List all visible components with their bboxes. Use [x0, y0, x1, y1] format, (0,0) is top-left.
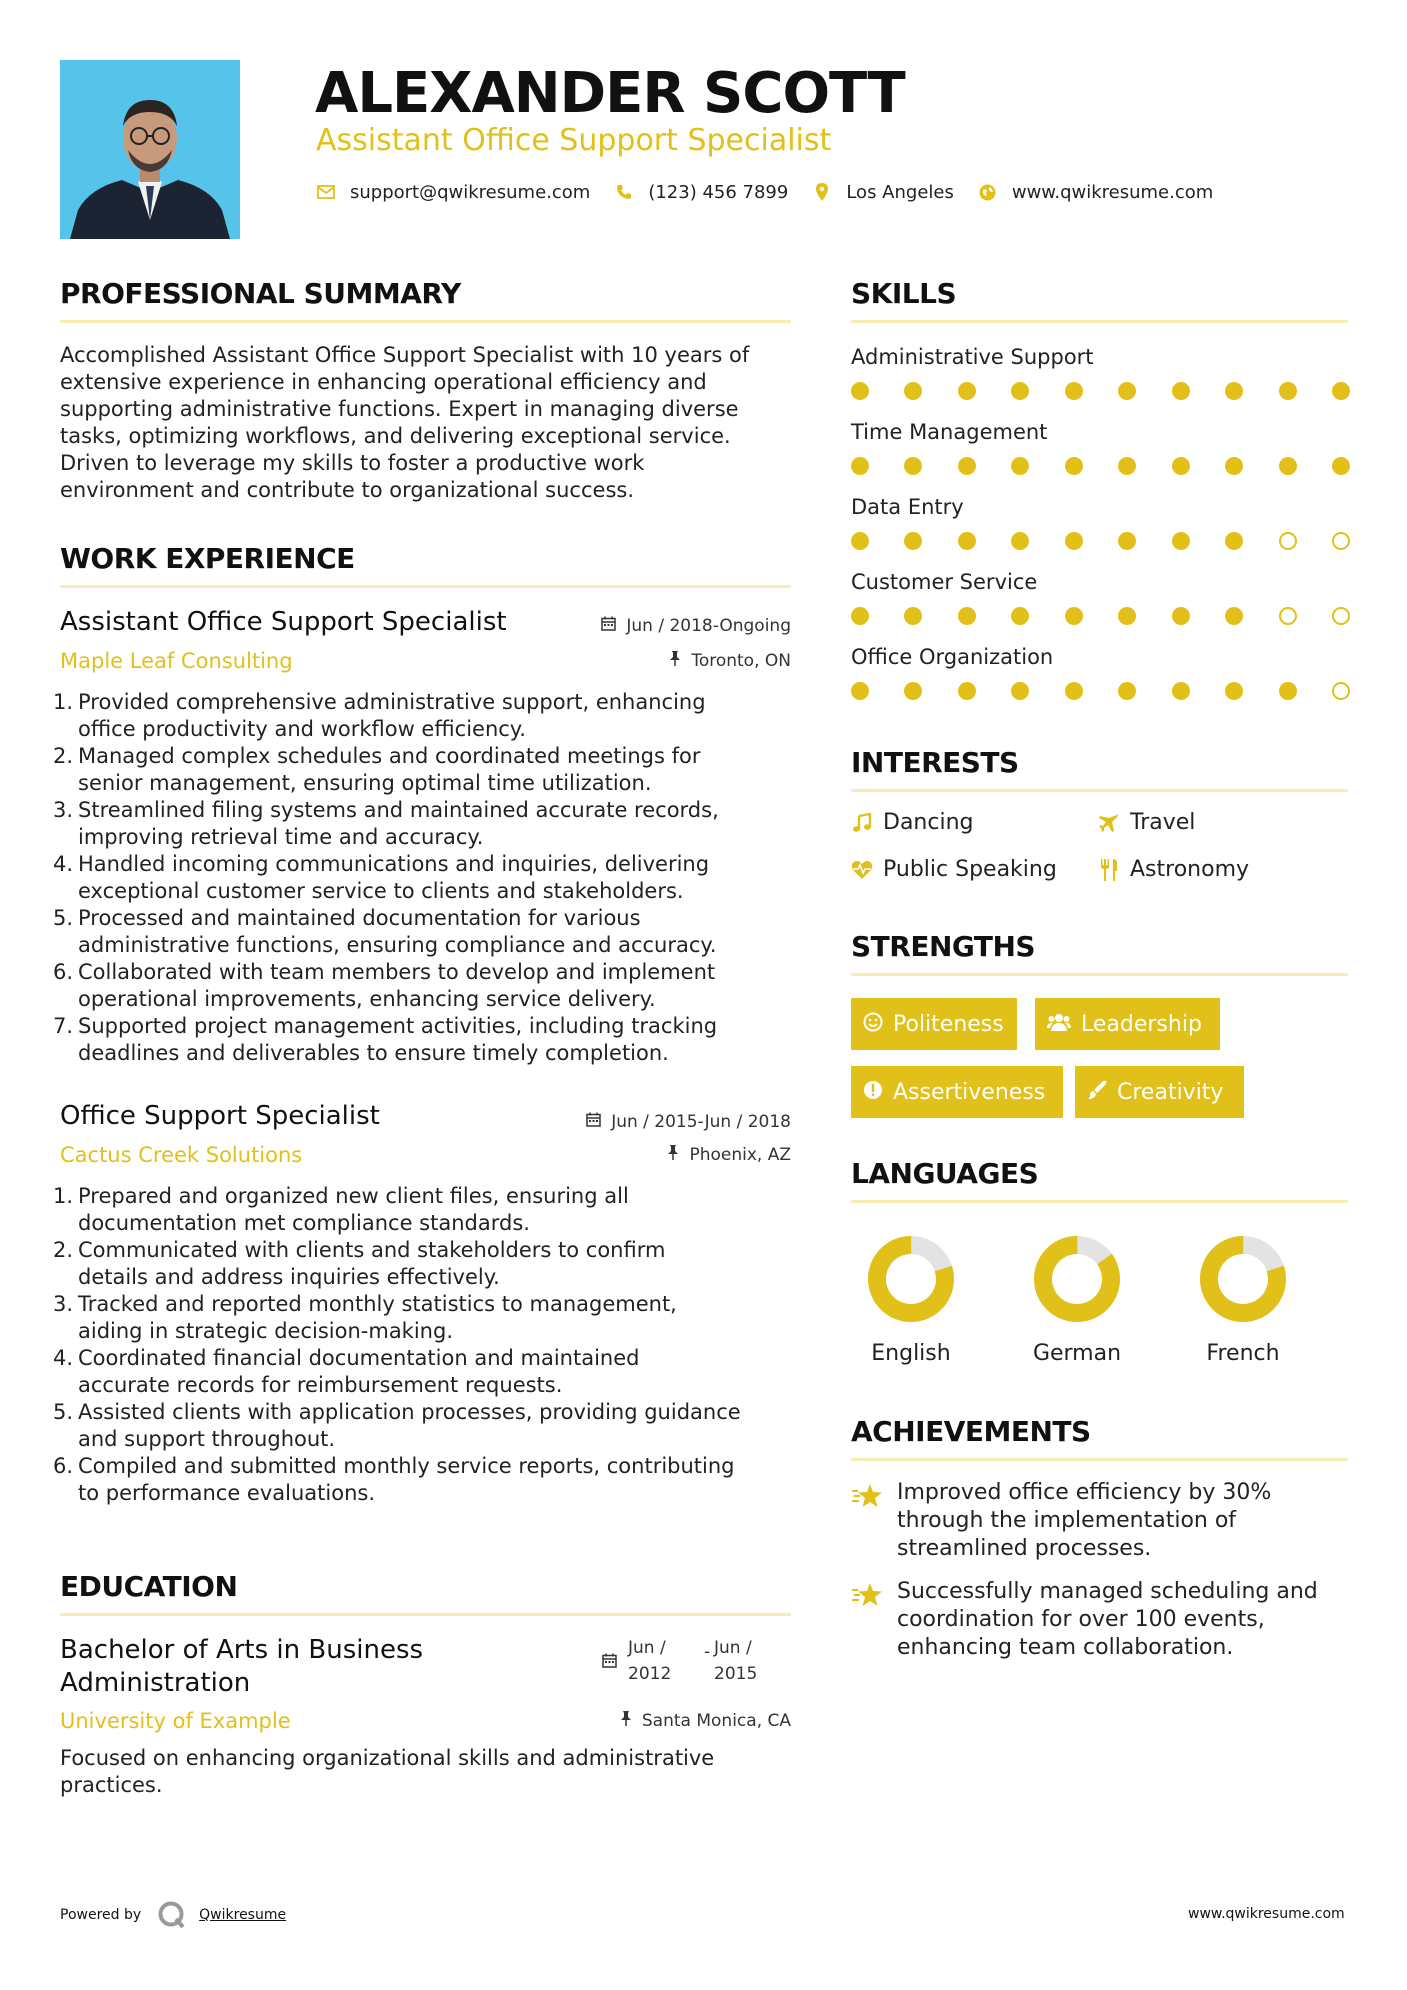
summary-line: tasks, optimizing workflows, and delivering exceptional service. [60, 424, 731, 448]
skill-dot-filled [1225, 532, 1243, 550]
interest-item [851, 809, 973, 837]
skill-dot-filled [958, 682, 976, 700]
contact-phone[interactable] [614, 182, 788, 203]
skill-dot-filled [1172, 457, 1190, 475]
skill-dot-filled [1065, 532, 1083, 550]
skill-rating [851, 531, 1350, 551]
skill-dot-filled [904, 682, 922, 700]
strengths-divider [851, 973, 1348, 976]
skill-dot-filled [1172, 532, 1190, 550]
summary-line: Accomplished Assistant Office Support Specialist with 10 years of [60, 343, 750, 367]
contact-location [812, 182, 954, 203]
skill-dot-filled [1172, 607, 1190, 625]
skill-dot-filled [958, 382, 976, 400]
skills-divider [851, 320, 1348, 323]
list-item: 5. Assisted clients with application processes, providing guidance and support throughout. [53, 1400, 741, 1451]
phone-text: (123) 456 7899 [648, 181, 789, 203]
list-item: 3. Streamlined filing systems and maintained accurate records, improving retrieval time and accuracy. [53, 798, 719, 849]
interests-heading: INTERESTS [851, 746, 1019, 779]
skill-dot-filled [1172, 682, 1190, 700]
job-bullets [53, 1183, 800, 1507]
interest-item [1098, 809, 1195, 837]
job-date-text: Jun / 2018-Ongoing [626, 616, 791, 636]
pushpin-icon [667, 1144, 679, 1166]
skill-rating [851, 606, 1350, 626]
skill-dot-filled [958, 532, 976, 550]
list-item: 6. Collaborated with team members to develop and implement operational improvements, enhancing service delivery. [53, 960, 716, 1011]
skills-heading: SKILLS [851, 277, 957, 310]
language-name: German [1032, 1341, 1122, 1366]
education-desc-line: Focused on enhancing organizational skills and administrative [60, 1746, 715, 1770]
achievement-line: streamlined processes. [897, 1536, 1152, 1561]
skill-dot-filled [851, 682, 869, 700]
smile-icon [863, 1012, 883, 1037]
job-date [601, 615, 791, 637]
skill-dot-filled [1065, 382, 1083, 400]
envelope-icon [316, 185, 336, 199]
skill-dot-filled [1011, 457, 1029, 475]
skill-dot-filled [1065, 607, 1083, 625]
skill-dot-filled [1225, 607, 1243, 625]
skill-dot-empty [1279, 532, 1297, 550]
skill-dot-filled [1011, 532, 1029, 550]
profile-photo [60, 60, 240, 239]
school-location [620, 1710, 791, 1732]
candidate-name: ALEXANDER SCOTT [315, 61, 905, 126]
brush-icon [1087, 1080, 1107, 1105]
candidate-title: Assistant Office Support Specialist [316, 123, 832, 158]
skill-dot-filled [904, 607, 922, 625]
footer-powered-by [60, 1900, 286, 1930]
job-date [586, 1111, 791, 1133]
star-icon [851, 1582, 883, 1614]
email-text: support@qwikresume.com [350, 181, 591, 203]
list-item: 1. Prepared and organized new client files, ensuring all documentation met compliance standards. [53, 1184, 629, 1235]
strength-tag [1035, 998, 1220, 1050]
skill-dot-filled [1118, 532, 1136, 550]
map-pin-icon [812, 183, 832, 201]
skill-name: Time Management [851, 420, 1048, 444]
strength-tag [851, 998, 1017, 1050]
interest-label: Public Speaking [883, 857, 1057, 882]
skill-dot-filled [851, 457, 869, 475]
calendar-icon [586, 1111, 601, 1133]
list-item: 6. Compiled and submitted monthly service reports, contributing to performance evaluations. [53, 1454, 735, 1505]
skill-dot-filled [1225, 457, 1243, 475]
edu-date-end-month: Jun / [714, 1638, 752, 1658]
education-description [60, 1745, 800, 1799]
skill-dot-filled [1172, 382, 1190, 400]
strength-tag [851, 1066, 1063, 1118]
skill-name: Administrative Support [851, 345, 1094, 369]
location-text: Los Angeles [846, 181, 954, 203]
strength-label: Leadership [1081, 1011, 1202, 1037]
list-item: 2. Communicated with clients and stakeholders to confirm details and address inquiries effectively. [53, 1238, 666, 1289]
skill-dot-filled [1065, 682, 1083, 700]
interest-item [1098, 856, 1249, 884]
list-item: 3. Tracked and reported monthly statistics to management, aiding in strategic decision-making. [53, 1292, 677, 1343]
skill-dot-filled [1118, 682, 1136, 700]
language-ring [1198, 1234, 1288, 1324]
interest-label: Astronomy [1130, 857, 1250, 882]
achievement-line: through the implementation of [897, 1508, 1237, 1533]
summary-text [60, 342, 800, 504]
achievement-line: coordination for over 100 events, [897, 1607, 1265, 1632]
language-ring-fill [1032, 1234, 1122, 1324]
company-name: Maple Leaf Consulting [60, 649, 293, 673]
strength-label: Assertiveness [893, 1079, 1046, 1105]
interest-label: Dancing [883, 810, 974, 835]
education-desc-line: practices. [60, 1773, 163, 1797]
skill-dot-filled [904, 382, 922, 400]
education-divider [60, 1613, 791, 1616]
summary-divider [60, 320, 791, 323]
edu-date-start [628, 1635, 671, 1687]
powered-by-text: Powered by [60, 1907, 142, 1923]
skill-dot-filled [904, 532, 922, 550]
qwikresume-logo-icon [157, 1900, 187, 1930]
strength-label: Politeness [893, 1011, 1004, 1037]
job-location [667, 1144, 791, 1166]
music-note-icon [851, 813, 873, 833]
skill-dot-empty [1332, 682, 1350, 700]
skill-rating [851, 456, 1350, 476]
strength-tag [1075, 1066, 1244, 1118]
edu-date-separator: - [704, 1642, 711, 1662]
summary-line: environment and contribute to organizational success. [60, 478, 635, 502]
skill-dot-filled [958, 457, 976, 475]
skill-rating [851, 681, 1350, 701]
skill-dot-filled [1118, 607, 1136, 625]
language-ring [866, 1234, 956, 1324]
skill-dot-filled [1011, 607, 1029, 625]
job-bullets [53, 689, 800, 1067]
skill-dot-filled [1011, 382, 1029, 400]
summary-line: extensive experience in enhancing operational efficiency and [60, 370, 707, 394]
achievement-line: enhancing team collaboration. [897, 1635, 1234, 1660]
skill-dot-filled [851, 607, 869, 625]
contact-website[interactable] [978, 182, 1213, 203]
strength-label: Creativity [1117, 1079, 1224, 1105]
pushpin-icon [620, 1710, 632, 1732]
skill-name: Data Entry [851, 495, 964, 519]
skill-dot-empty [1332, 532, 1350, 550]
skill-dot-filled [1065, 457, 1083, 475]
languages-divider [851, 1200, 1348, 1203]
interest-label: Travel [1130, 810, 1196, 835]
exclamation-icon [863, 1080, 883, 1105]
globe-icon [978, 184, 998, 201]
achievements-divider [851, 1458, 1348, 1461]
achievement-item [897, 1578, 1357, 1662]
education-heading: EDUCATION [60, 1570, 238, 1603]
contact-bar [316, 178, 1237, 206]
calendar-icon [602, 1653, 617, 1672]
skill-name: Office Organization [851, 645, 1054, 669]
school-name: University of Example [60, 1709, 291, 1733]
achievements-heading: ACHIEVEMENTS [851, 1415, 1091, 1448]
person-portrait-icon [60, 60, 240, 239]
edu-date-start-year: 2012 [628, 1664, 672, 1684]
achievement-line: Successfully managed scheduling and [897, 1579, 1318, 1604]
skill-dot-filled [1279, 682, 1297, 700]
skill-name: Customer Service [851, 570, 1038, 594]
footer-website[interactable]: www.qwikresume.com [1188, 1906, 1345, 1922]
list-item: 4. Coordinated financial documentation and maintained accurate records for reimbursement requests. [53, 1346, 640, 1397]
strengths-heading: STRENGTHS [851, 930, 1036, 963]
utensils-icon [1098, 859, 1120, 881]
skill-dot-filled [1279, 457, 1297, 475]
skill-dot-filled [851, 382, 869, 400]
list-item: 2. Managed complex schedules and coordinated meetings for senior management, ensuring optimal time utilization. [53, 744, 701, 795]
pushpin-icon [669, 650, 681, 672]
degree-title [60, 1634, 423, 1700]
interests-divider [851, 789, 1348, 792]
degree-line: Administration [60, 1668, 251, 1698]
phone-icon [614, 184, 634, 200]
website-text: www.qwikresume.com [1011, 181, 1214, 203]
experience-heading: WORK EXPERIENCE [60, 542, 355, 575]
star-icon [851, 1483, 883, 1515]
job-location-text: Phoenix, AZ [689, 1145, 791, 1165]
skill-dot-filled [1118, 382, 1136, 400]
edu-date-start-month: Jun / [628, 1638, 666, 1658]
skill-dot-filled [1225, 682, 1243, 700]
summary-heading: PROFESSIONAL SUMMARY [60, 277, 461, 310]
edu-date-end [714, 1635, 757, 1687]
skill-dot-filled [958, 607, 976, 625]
company-name: Cactus Creek Solutions [60, 1143, 303, 1167]
languages-heading: LANGUAGES [851, 1157, 1039, 1190]
qwikresume-link[interactable]: Qwikresume [199, 1907, 287, 1923]
skill-dot-filled [851, 532, 869, 550]
list-item: 4. Handled incoming communications and inquiries, delivering exceptional customer service to clients and stakeholders. [53, 852, 710, 903]
language-name: French [1206, 1341, 1280, 1366]
heartbeat-icon [851, 860, 873, 880]
summary-line: supporting administrative functions. Expert in managing diverse [60, 397, 739, 421]
summary-line: Driven to leverage my skills to foster a productive work [60, 451, 645, 475]
skill-dot-filled [1225, 382, 1243, 400]
job-location [669, 650, 791, 672]
skill-dot-filled [1118, 457, 1136, 475]
job-location-text: Toronto, ON [691, 651, 791, 671]
list-item: 7. Supported project management activities, including tracking deadlines and deliverables to ensure timely completion. [53, 1014, 718, 1065]
school-location-text: Santa Monica, CA [641, 1711, 791, 1731]
plane-icon [1098, 813, 1120, 833]
list-item: 5. Processed and maintained documentation for various administrative functions, ensuring compliance and accuracy. [53, 906, 717, 957]
skill-dot-filled [1011, 682, 1029, 700]
skill-dot-empty [1279, 607, 1297, 625]
language-name: English [871, 1341, 951, 1366]
achievement-line: Improved office efficiency by 30% [897, 1480, 1272, 1505]
skill-dot-filled [1279, 382, 1297, 400]
degree-line: Bachelor of Arts in Business [60, 1635, 424, 1665]
skill-rating [851, 381, 1350, 401]
users-icon [1047, 1012, 1071, 1037]
contact-email[interactable] [316, 182, 590, 203]
achievement-item [897, 1479, 1357, 1563]
calendar-icon [601, 615, 616, 637]
job-date-text: Jun / 2015-Jun / 2018 [611, 1112, 791, 1132]
job-title: Assistant Office Support Specialist [60, 607, 507, 637]
interest-item [851, 856, 1057, 884]
job-title: Office Support Specialist [60, 1101, 380, 1131]
edu-date-end-year: 2015 [714, 1664, 758, 1684]
skill-dot-filled [1332, 457, 1350, 475]
skill-dot-filled [904, 457, 922, 475]
skill-dot-empty [1332, 607, 1350, 625]
skill-dot-filled [1332, 382, 1350, 400]
list-item: 1. Provided comprehensive administrative support, enhancing office productivity and workflow efficiency. [53, 690, 706, 741]
experience-divider [60, 585, 791, 588]
language-ring [1032, 1234, 1122, 1324]
